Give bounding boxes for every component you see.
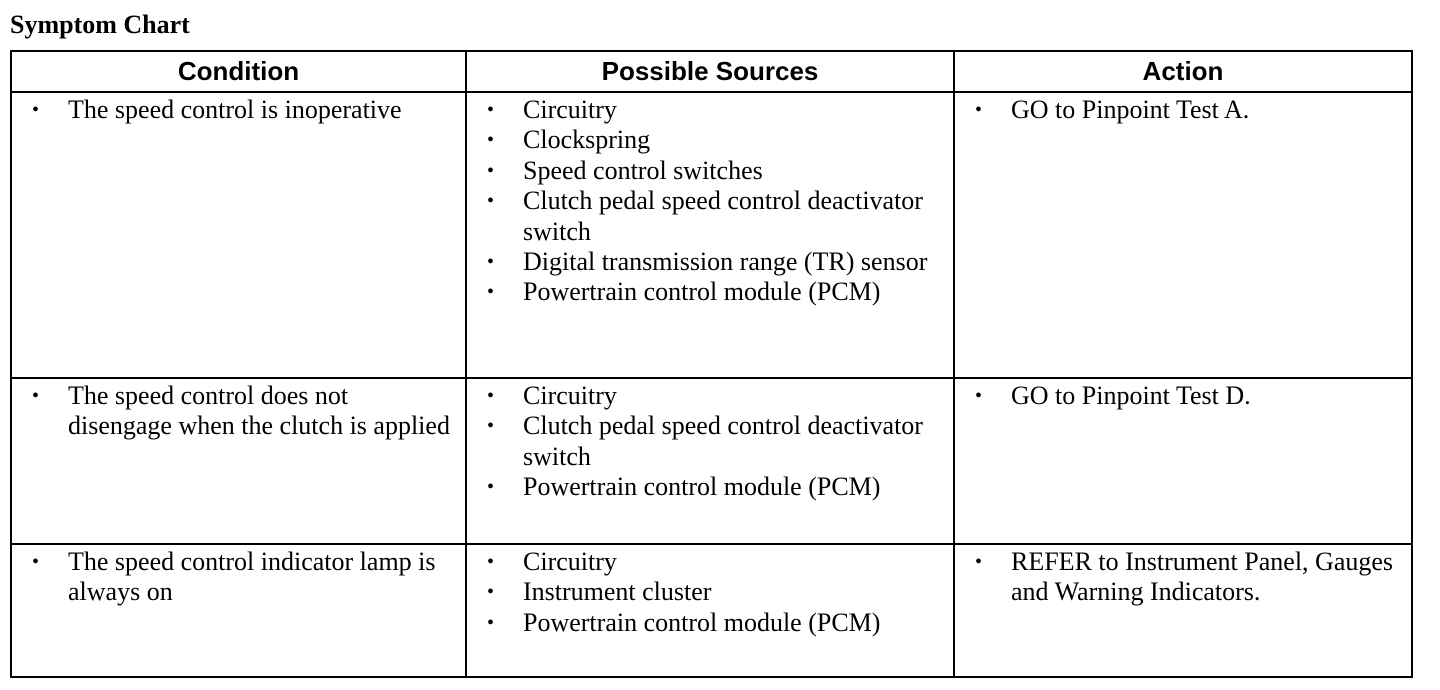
header-possible-sources: Possible Sources [466, 51, 954, 92]
list-item [475, 186, 945, 247]
condition-cell [11, 378, 466, 544]
bullet-icon: • [487, 251, 495, 274]
list-item [475, 125, 945, 155]
condition-cell [11, 92, 466, 378]
bullet-icon: • [975, 551, 983, 573]
list-item [475, 472, 945, 502]
sources-cell [466, 92, 954, 378]
source-text: Clutch pedal speed control deactivator switch [523, 186, 923, 246]
bullet-icon: • [487, 581, 495, 604]
action-cell [954, 92, 1412, 378]
bullet-icon: • [487, 129, 495, 152]
list-item [963, 547, 1403, 608]
bullet-icon: • [487, 611, 495, 634]
list-item [475, 95, 945, 125]
list-item [475, 381, 945, 411]
source-text: Circuitry [523, 95, 617, 124]
list-item [475, 547, 945, 577]
table-row [11, 544, 1412, 677]
bullet-icon: • [975, 99, 983, 121]
bullet-icon: • [487, 551, 495, 573]
sources-cell [466, 378, 954, 544]
action-text: REFER to Instrument Panel, Gauges and Warning Indicators. [1011, 547, 1394, 607]
bullet-icon: • [487, 385, 495, 407]
list-item [963, 95, 1403, 125]
source-text: Speed control switches [523, 155, 763, 185]
action-text: GO to Pinpoint Test D. [1011, 381, 1251, 410]
sources-cell [466, 544, 954, 677]
bullet-icon: • [487, 281, 495, 304]
bullet-icon: • [32, 99, 40, 121]
bullet-icon: • [487, 415, 495, 438]
table-row [11, 92, 1412, 378]
bullet-icon: • [487, 99, 495, 121]
source-text: Powertrain control module (PCM) [523, 472, 881, 502]
condition-cell [11, 544, 466, 677]
source-text: Circuitry [523, 547, 617, 576]
source-text: Powertrain control module (PCM) [523, 607, 881, 637]
bullet-icon: • [487, 476, 495, 499]
list-item [963, 381, 1403, 411]
bullet-icon: • [32, 385, 40, 407]
action-cell [954, 378, 1412, 544]
source-text: Instrument cluster [523, 577, 712, 607]
action-text: GO to Pinpoint Test A. [1011, 95, 1250, 124]
header-action: Action [954, 51, 1412, 92]
bullet-icon: • [32, 551, 40, 573]
table-header-row [11, 51, 1412, 92]
condition-text: The speed control does not disengage when the clutch is applied [68, 381, 450, 441]
action-cell [954, 544, 1412, 677]
bullet-icon: • [487, 159, 495, 182]
list-item [475, 277, 945, 307]
list-item [20, 95, 457, 125]
list-item [475, 577, 945, 607]
bullet-icon: • [975, 385, 983, 407]
condition-text: The speed control indicator lamp is always on [68, 547, 436, 607]
source-text: Clockspring [523, 125, 651, 155]
list-item [475, 411, 945, 472]
source-text: Powertrain control module (PCM) [523, 277, 881, 307]
source-text: Clutch pedal speed control deactivator switch [523, 411, 923, 471]
list-item [475, 608, 945, 638]
table-row [11, 378, 1412, 544]
list-item [475, 247, 945, 277]
source-text: Digital transmission range (TR) sensor [523, 247, 928, 277]
symptom-chart-table [10, 50, 1413, 678]
list-item [20, 381, 457, 442]
list-item [475, 156, 945, 186]
bullet-icon: • [487, 190, 495, 213]
list-item [20, 547, 457, 608]
page-title: Symptom Chart [10, 10, 190, 39]
header-condition: Condition [11, 51, 466, 92]
source-text: Circuitry [523, 381, 617, 410]
condition-text: The speed control is inoperative [68, 95, 402, 124]
